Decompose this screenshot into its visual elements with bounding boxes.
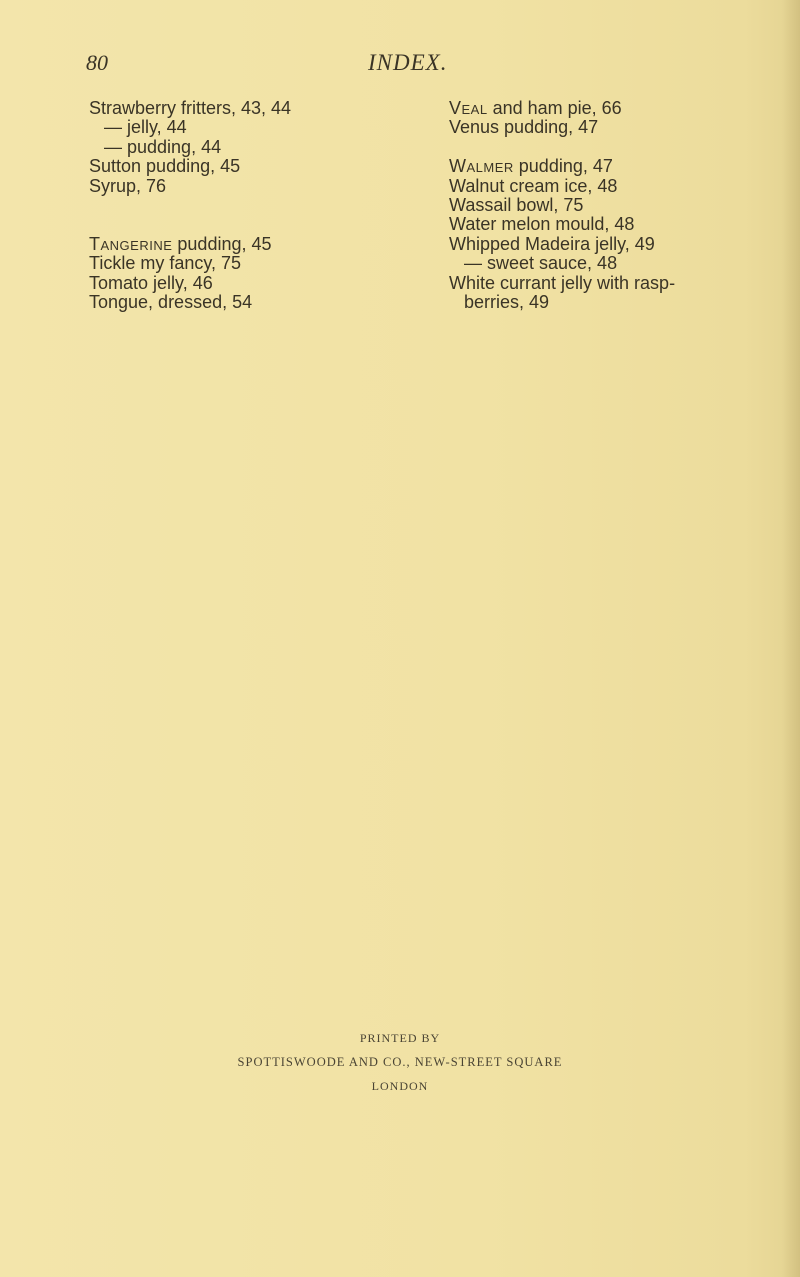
index-column-left	[89, 99, 389, 312]
page-number: 80	[86, 50, 108, 75]
index-entry: berries, 49	[464, 292, 550, 313]
imprint-printed-by: PRINTED BY	[359, 1031, 441, 1045]
index-entry: Tickle my fancy, 75	[89, 253, 242, 274]
index-entry: Wassail bowl, 75	[449, 195, 584, 216]
imprint-city: LONDON	[371, 1079, 429, 1093]
index-entry: — sweet sauce, 48	[464, 253, 618, 274]
index-entry: Tongue, dressed, 54	[89, 292, 253, 313]
index-entry: Tomato jelly, 46	[89, 272, 213, 293]
page-header	[0, 50, 800, 82]
index-entry: Venus pudding, 47	[449, 117, 599, 138]
index-entry: Sutton pudding, 45	[89, 156, 241, 177]
index-entry: Syrup, 76	[89, 175, 167, 196]
index-entry: — jelly, 44	[104, 117, 187, 138]
index-entry: White currant jelly with rasp-	[449, 272, 676, 293]
index-title: INDEX.	[368, 50, 448, 75]
index-entry: Veal and ham pie, 66	[449, 98, 622, 118]
index-entry: — pudding, 44	[104, 136, 222, 157]
index-entry: Tangerine pudding, 45	[89, 233, 272, 254]
index-entry: Walnut cream ice, 48	[449, 175, 618, 196]
index-entry: Whipped Madeira jelly, 49	[449, 233, 655, 254]
index-entry: Walmer pudding, 47	[449, 156, 613, 177]
index-entry: Water melon mould, 48	[449, 214, 635, 235]
index-entry: Strawberry fritters, 43, 44	[89, 98, 292, 118]
index-column-right	[449, 99, 769, 312]
imprint-printer: SPOTTISWOODE AND CO., NEW-STREET SQUARE	[237, 1055, 563, 1069]
